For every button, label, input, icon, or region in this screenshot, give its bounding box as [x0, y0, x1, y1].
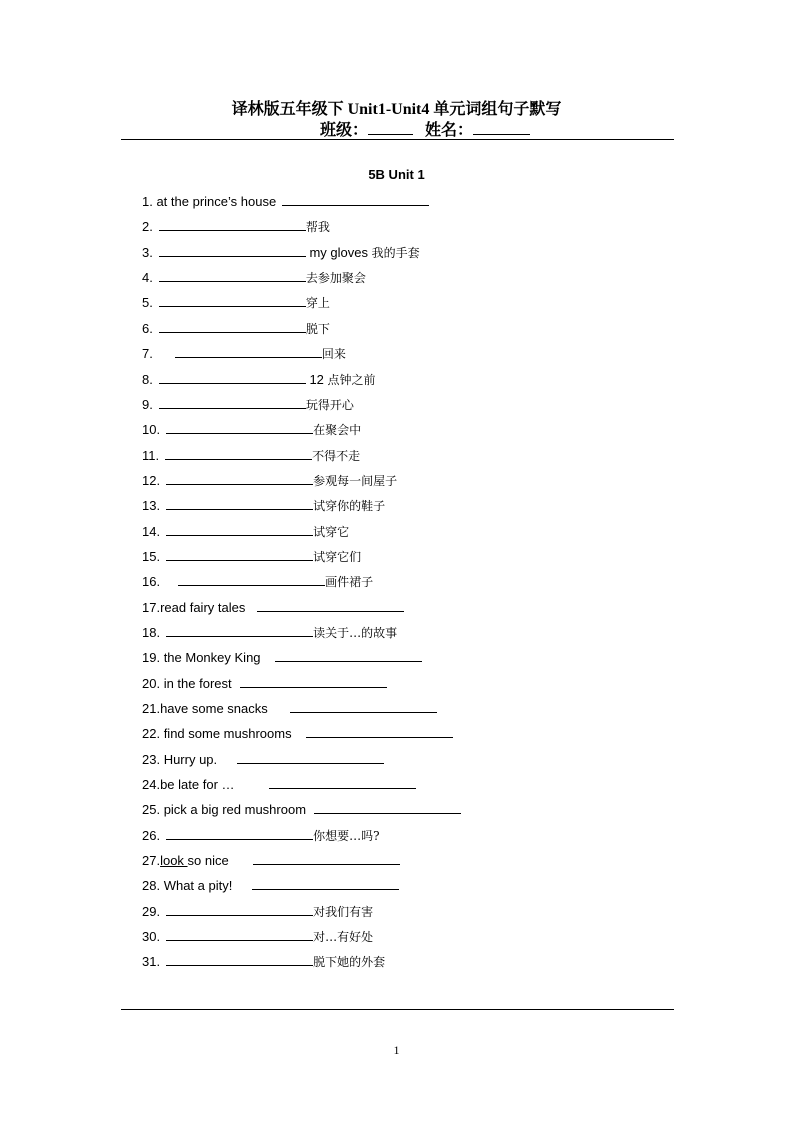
- item-number: 16.: [142, 574, 161, 589]
- chinese-prompt: 回来: [321, 347, 346, 361]
- item-number: 17.: [142, 600, 161, 615]
- class-label: 班级：: [320, 122, 369, 139]
- item-number: 23.: [142, 752, 161, 767]
- header-rule: [121, 139, 674, 140]
- item-number: 7.: [142, 346, 153, 361]
- item-number: 18.: [142, 625, 161, 640]
- exercise-item: [142, 320, 330, 337]
- answer-blank[interactable]: [166, 523, 313, 536]
- exercise-item: [142, 624, 397, 641]
- answer-blank[interactable]: [165, 447, 312, 460]
- english-prompt: read fairy tales: [160, 600, 246, 615]
- answer-blank[interactable]: [240, 675, 387, 688]
- english-prompt: look: [160, 853, 188, 868]
- answer-blank[interactable]: [166, 497, 313, 510]
- answer-blank[interactable]: [166, 953, 313, 966]
- item-number: 19.: [142, 650, 161, 665]
- exercise-item: [142, 523, 349, 540]
- item-number: 9.: [142, 397, 153, 412]
- name-blank[interactable]: [473, 120, 530, 135]
- answer-blank[interactable]: [282, 193, 429, 206]
- exercise-item: [142, 447, 360, 464]
- english-prompt: have some snacks: [160, 701, 268, 716]
- exercise-item: [142, 827, 380, 844]
- chinese-prompt: 帮我: [305, 220, 330, 234]
- exercise-item: [142, 725, 453, 742]
- answer-blank[interactable]: [178, 573, 325, 586]
- answer-blank[interactable]: [166, 548, 313, 561]
- item-number: 8.: [142, 372, 153, 387]
- answer-blank[interactable]: [257, 599, 404, 612]
- chinese-prompt: 参观每一间屋子: [313, 474, 398, 488]
- item-number: 10.: [142, 422, 161, 437]
- answer-blank[interactable]: [290, 700, 437, 713]
- answer-blank[interactable]: [166, 624, 313, 637]
- chinese-prompt: 我的手套: [371, 246, 420, 260]
- answer-blank[interactable]: [159, 218, 306, 231]
- item-number: 30.: [142, 929, 161, 944]
- chinese-prompt: 读关于…的故事: [313, 626, 398, 640]
- chinese-prompt: 穿上: [305, 296, 330, 310]
- chinese-prompt: 试穿它们: [313, 550, 362, 564]
- english-prompt: the Monkey King: [160, 650, 261, 665]
- item-number: 20.: [142, 676, 161, 691]
- answer-blank[interactable]: [306, 725, 453, 738]
- item-number: 6.: [142, 321, 153, 336]
- chinese-prompt: 试穿它: [313, 525, 350, 539]
- exercise-item: [142, 903, 373, 920]
- exercise-item: [142, 953, 385, 970]
- item-number: 14.: [142, 524, 161, 539]
- exercise-item: [142, 751, 384, 768]
- chinese-prompt: 脱下她的外套: [313, 955, 386, 969]
- answer-blank[interactable]: [253, 852, 400, 865]
- chinese-prompt: 画件裙子: [325, 575, 374, 589]
- chinese-prompt: 去参加聚会: [305, 271, 366, 285]
- item-number: 5.: [142, 295, 153, 310]
- chinese-prompt: 对…有好处: [313, 930, 374, 944]
- exercise-item: [142, 801, 461, 818]
- document-title: 译林版五年级下 Unit1-Unit4 单元词组句子默写: [231, 101, 562, 118]
- exercise-item: [142, 700, 437, 717]
- item-number: 3.: [142, 245, 153, 260]
- exercise-item: [142, 269, 366, 286]
- answer-blank[interactable]: [166, 421, 313, 434]
- chinese-prompt: 在聚会中: [313, 423, 362, 437]
- item-number: 31.: [142, 954, 161, 969]
- page-number: 1: [393, 1043, 400, 1057]
- english-prompt: 12: [305, 372, 328, 387]
- exercise-item: [142, 649, 422, 666]
- exercise-item: [142, 294, 330, 311]
- answer-blank[interactable]: [159, 244, 306, 257]
- exercise-item: [142, 675, 387, 692]
- english-prompt: so nice: [187, 853, 229, 868]
- exercise-item: [142, 421, 361, 438]
- item-number: 29.: [142, 904, 161, 919]
- chinese-prompt: 试穿你的鞋子: [313, 499, 386, 513]
- item-number: 22.: [142, 726, 161, 741]
- exercise-item: [142, 497, 385, 514]
- exercise-item: [142, 776, 416, 793]
- answer-blank[interactable]: [252, 877, 399, 890]
- chinese-prompt: 点钟之前: [327, 373, 376, 387]
- exercise-item: [142, 573, 373, 590]
- chinese-prompt: 玩得开心: [305, 398, 354, 412]
- answer-blank[interactable]: [159, 396, 306, 409]
- answer-blank[interactable]: [237, 751, 384, 764]
- exercise-item: [142, 877, 399, 894]
- unit-heading: 5B Unit 1: [368, 167, 425, 182]
- english-prompt: be late for …: [160, 777, 235, 792]
- exercise-item: [142, 345, 346, 362]
- answer-blank[interactable]: [166, 903, 313, 916]
- item-number: 27.: [142, 853, 161, 868]
- item-number: 13.: [142, 498, 161, 513]
- chinese-prompt: 对我们有害: [313, 905, 374, 919]
- exercise-item: [142, 928, 373, 945]
- item-number: 11.: [142, 448, 160, 463]
- footer-rule: [121, 1009, 674, 1010]
- answer-blank[interactable]: [159, 371, 306, 384]
- english-prompt: in the forest: [160, 676, 232, 691]
- item-number: 21.: [142, 701, 161, 716]
- exercise-item: [142, 193, 429, 210]
- answer-blank[interactable]: [159, 269, 306, 282]
- student-info-line: [320, 117, 530, 140]
- chinese-prompt: 脱下: [305, 322, 330, 336]
- answer-blank[interactable]: [269, 776, 416, 789]
- exercise-item: [142, 548, 361, 565]
- item-number: 1.: [142, 194, 153, 209]
- item-number: 12.: [142, 473, 161, 488]
- answer-blank[interactable]: [166, 928, 313, 941]
- english-prompt: Hurry up.: [160, 752, 218, 767]
- item-number: 25.: [142, 802, 161, 817]
- name-label: 姓名：: [425, 122, 474, 139]
- exercise-item: [142, 852, 400, 869]
- item-number: 24.: [142, 777, 161, 792]
- english-prompt: my gloves: [305, 245, 372, 260]
- exercise-item: [142, 599, 404, 616]
- exercise-item: [142, 396, 354, 413]
- item-number: 2.: [142, 219, 153, 234]
- exercise-item: [142, 218, 330, 235]
- item-number: 15.: [142, 549, 161, 564]
- english-prompt: What a pity!: [160, 878, 233, 893]
- class-blank[interactable]: [368, 120, 413, 135]
- exercise-item: [142, 371, 376, 388]
- answer-blank[interactable]: [166, 827, 313, 840]
- chinese-prompt: 你想要…吗?: [313, 829, 380, 843]
- answer-blank[interactable]: [159, 294, 306, 307]
- chinese-prompt: 不得不走: [312, 449, 361, 463]
- answer-blank[interactable]: [166, 472, 313, 485]
- answer-blank[interactable]: [275, 649, 422, 662]
- item-number: 28.: [142, 878, 161, 893]
- english-prompt: at the prince’s house: [152, 194, 277, 209]
- english-prompt: find some mushrooms: [160, 726, 292, 741]
- answer-blank[interactable]: [314, 801, 461, 814]
- item-number: 4.: [142, 270, 153, 285]
- answer-blank[interactable]: [175, 345, 322, 358]
- exercise-item: [142, 472, 397, 489]
- answer-blank[interactable]: [159, 320, 306, 333]
- exercise-item: [142, 244, 420, 261]
- item-number: 26.: [142, 828, 161, 843]
- english-prompt: pick a big red mushroom: [160, 802, 307, 817]
